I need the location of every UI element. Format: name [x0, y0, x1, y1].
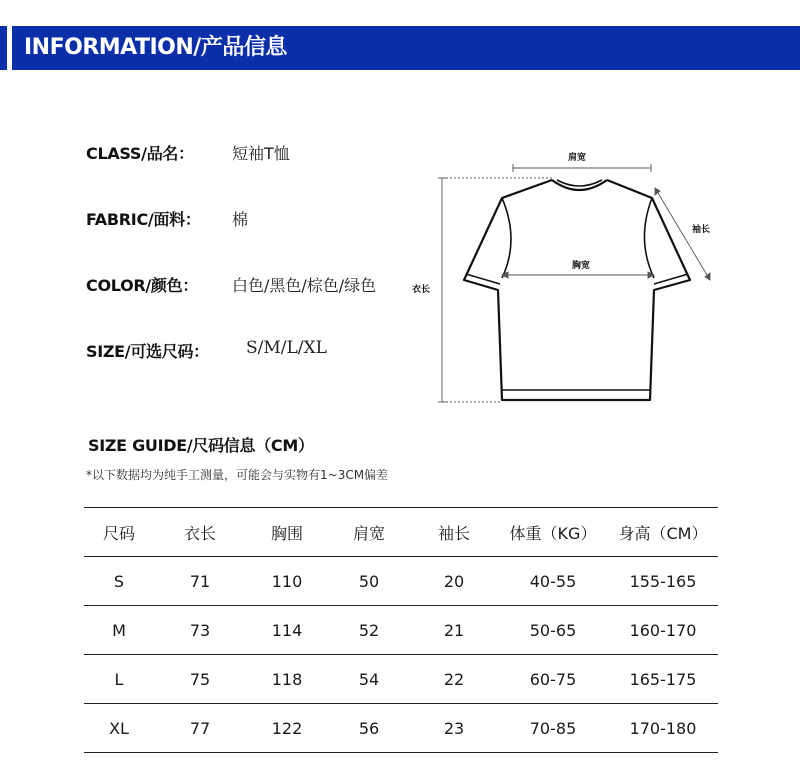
- table-cell: 75: [154, 655, 246, 704]
- table-cell: 56: [328, 704, 410, 753]
- fabric-value: 棉: [232, 210, 249, 229]
- table-cell: 21: [410, 606, 498, 655]
- sleeve-length-label: 袖长: [692, 225, 711, 235]
- measurement-note: *以下数据均为纯手工测量，可能会与实物有1~3CM偏差: [86, 468, 389, 482]
- table-cell: M: [84, 606, 154, 655]
- shoulder-width-label: 肩宽: [568, 153, 587, 163]
- banner-accent: [0, 26, 7, 70]
- table-cell: XL: [84, 704, 154, 753]
- column-header: 身高（CM）: [608, 508, 718, 557]
- size-label: SIZE/可选尺码：: [86, 342, 209, 361]
- table-cell: 70-85: [498, 704, 608, 753]
- page-title: INFORMATION/产品信息: [24, 35, 287, 60]
- table-row: [84, 606, 718, 655]
- column-header: 尺码: [84, 508, 154, 557]
- table-row: [84, 655, 718, 704]
- table-cell: 22: [410, 655, 498, 704]
- banner-accent-gap: [7, 26, 12, 70]
- column-header: 体重（KG）: [498, 508, 608, 557]
- column-header: 胸围: [246, 508, 328, 557]
- table-cell: 77: [154, 704, 246, 753]
- column-header: 袖长: [410, 508, 498, 557]
- table-cell: 60-75: [498, 655, 608, 704]
- size-value: S/M/L/XL: [246, 338, 327, 358]
- measurement-lines: [438, 164, 710, 402]
- table-cell: 50-65: [498, 606, 608, 655]
- color-value: 白色/黑色/棕色/绿色: [232, 276, 377, 295]
- table-cell: 23: [410, 704, 498, 753]
- table-cell: 165-175: [608, 655, 718, 704]
- table-cell: 170-180: [608, 704, 718, 753]
- table-cell: L: [84, 655, 154, 704]
- table-cell: 122: [246, 704, 328, 753]
- table-cell: 20: [410, 557, 498, 606]
- table-cell: 40-55: [498, 557, 608, 606]
- table-row: [84, 557, 718, 606]
- class-value: 短袖T恤: [232, 144, 290, 163]
- color-label: COLOR/颜色：: [86, 276, 199, 295]
- fabric-label: FABRIC/面料：: [86, 210, 201, 229]
- table-row: [84, 704, 718, 753]
- column-header: 衣长: [154, 508, 246, 557]
- table-cell: 73: [154, 606, 246, 655]
- table-cell: 54: [328, 655, 410, 704]
- table-cell: 114: [246, 606, 328, 655]
- table-cell: 71: [154, 557, 246, 606]
- tshirt-diagram: [412, 140, 730, 415]
- table-header-row: [84, 508, 718, 557]
- table-cell: 118: [246, 655, 328, 704]
- class-label: CLASS/品名：: [86, 144, 194, 163]
- tshirt-outline: [464, 180, 690, 400]
- size-guide-title: SIZE GUIDE/尺码信息（CM）: [88, 436, 314, 455]
- table-cell: S: [84, 557, 154, 606]
- size-table: [84, 507, 718, 753]
- header-banner: [0, 26, 800, 70]
- table-cell: 155-165: [608, 557, 718, 606]
- table-cell: 52: [328, 606, 410, 655]
- table-cell: 160-170: [608, 606, 718, 655]
- chest-width-label: 胸宽: [572, 261, 591, 271]
- body-length-label: 衣长: [412, 285, 431, 295]
- column-header: 肩宽: [328, 508, 410, 557]
- table-cell: 110: [246, 557, 328, 606]
- table-cell: 50: [328, 557, 410, 606]
